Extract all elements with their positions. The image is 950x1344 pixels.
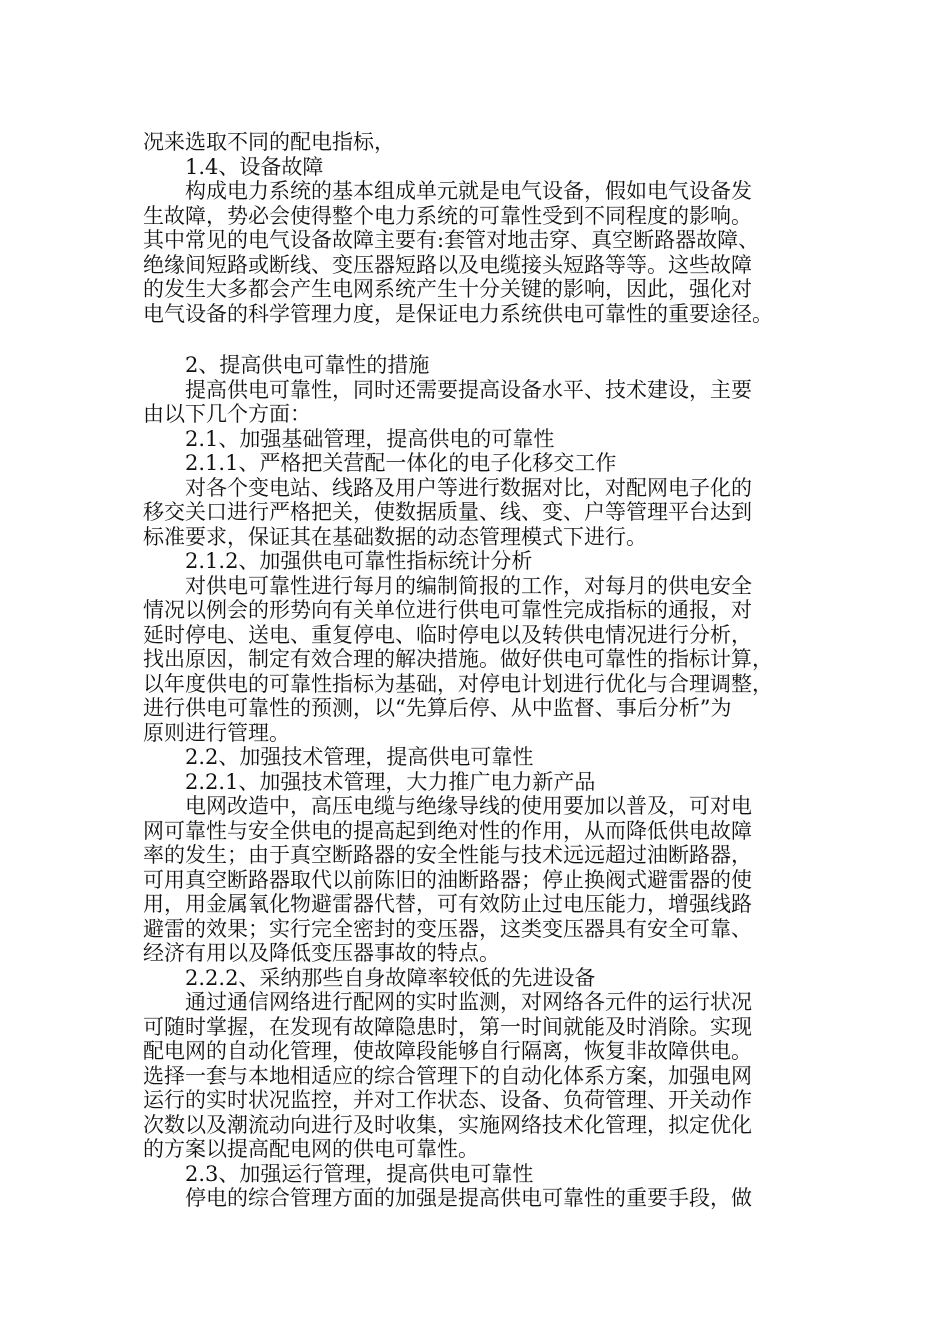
paragraph-line: 网可靠性与安全供电的提高起到绝对性的作用，从而降低供电故障: [143, 818, 752, 843]
paragraph-line: 提高供电可靠性，同时还需要提高设备水平、技术建设，主要: [185, 377, 752, 402]
paragraph-line: 电网改造中，高压电缆与绝缘导线的使用要加以普及，可对电: [185, 794, 752, 818]
paragraph-line: 的方案以提高配电网的供电可靠性。: [143, 1137, 479, 1161]
paragraph-line: 用，用金属氧化物避雷器代替，可有效防止过电压能力，增强线路: [143, 892, 752, 916]
paragraph-line: 绝缘间短路或断线、变压器短路以及电缆接头短路等等。这些故障: [143, 252, 752, 277]
paragraph-line: 的发生大多都会产生电网系统产生十分关键的影响，因此，强化对: [143, 277, 752, 301]
subsection-heading: 2.2.1、加强技术管理，大力推广电力新产品: [185, 769, 596, 794]
paragraph-line: 对各个变电站、线路及用户等进行数据对比，对配网电子化的: [185, 475, 752, 500]
paragraph-line: 原则进行管理。: [143, 720, 290, 745]
paragraph-line: 以年度供电的可靠性指标为基础，对停电计划进行优化与合理调整，: [143, 671, 773, 696]
section-heading: 2.3、加强运行管理，提高供电可靠性: [185, 1161, 534, 1186]
paragraph-line: 可用真空断路器取代以前陈旧的油断路器；停止换阀式避雷器的使: [143, 867, 752, 892]
paragraph-line: 选择一套与本地相适应的综合管理下的自动化体系方案，加强电网: [143, 1063, 752, 1088]
section-heading: 2.1、加强基础管理，提高供电的可靠性: [185, 426, 555, 451]
paragraph-line: 对供电可靠性进行每月的编制简报的工作，对每月的供电安全: [185, 573, 752, 598]
paragraph-line: 可随时掌握，在发现有故障隐患时，第一时间就能及时消除。实现: [143, 1014, 752, 1039]
paragraph-gap: [143, 326, 809, 353]
paragraph-line: 避雷的效果；实行完全密封的变压器，这类变压器具有安全可靠、: [143, 916, 752, 941]
paragraph-line: 生故障，势必会使得整个电力系统的可靠性受到不同程度的影响。: [143, 203, 752, 228]
document-body: [143, 130, 809, 1211]
subsection-heading: 2.2.2、采纳那些自身故障率较低的先进设备: [185, 965, 596, 990]
section-heading: 2.2、加强技术管理，提高供电可靠性: [185, 745, 534, 769]
paragraph-line: 配电网的自动化管理，使故障段能够自行隔离，恢复非故障供电。: [143, 1039, 752, 1063]
paragraph-line: 次数以及潮流动向进行及时收集，实施网络技术化管理，拟定优化: [143, 1112, 752, 1137]
paragraph-line: 停电的综合管理方面的加强是提高供电可靠性的重要手段，做: [185, 1186, 752, 1210]
paragraph-line: 情况以例会的形势向有关单位进行供电可靠性完成指标的通报，对: [143, 598, 752, 622]
section-heading: 2、提高供电可靠性的措施: [185, 353, 430, 377]
subsection-heading: 2.1.1、严格把关营配一体化的电子化移交工作: [185, 451, 617, 475]
paragraph-line: 移交关口进行严格把关，使数据质量、线、变、户等管理平台达到: [143, 500, 752, 524]
paragraph-line: 经济有用以及降低变压器事故的特点。: [143, 941, 500, 965]
paragraph-line: 通过通信网络进行配网的实时监测，对网络各元件的运行状况: [185, 990, 752, 1014]
paragraph-line: 构成电力系统的基本组成单元就是电气设备，假如电气设备发: [185, 179, 752, 203]
paragraph-line: 标准要求，保证其在基础数据的动态管理模式下进行。: [143, 524, 647, 549]
section-heading: 1.4、设备故障: [185, 154, 324, 179]
paragraph-line: 电气设备的科学管理力度，是保证电力系统供电可靠性的重要途径。: [143, 301, 773, 326]
paragraph-line: 找出原因，制定有效合理的解决措施。做好供电可靠性的指标计算，: [143, 647, 773, 671]
paragraph-line: 运行的实时状况监控，并对工作状态、设备、负荷管理、开关动作: [143, 1088, 752, 1112]
paragraph-line: 其中常见的电气设备故障主要有:套管对地击穿、真空断路器故障、: [143, 228, 760, 252]
paragraph-line: 延时停电、送电、重复停电、临时停电以及转供电情况进行分析，: [143, 622, 752, 647]
paragraph-line: 率的发生；由于真空断路器的安全性能与技术远远超过油断路器，: [143, 843, 752, 867]
paragraph-line: 况来选取不同的配电指标，: [143, 130, 395, 154]
subsection-heading: 2.1.2、加强供电可靠性指标统计分析: [185, 549, 533, 573]
paragraph-line: 由以下几个方面：: [143, 402, 311, 426]
paragraph-line: 进行供电可靠性的预测，以“先算后停、从中监督、事后分析”为: [143, 696, 732, 720]
